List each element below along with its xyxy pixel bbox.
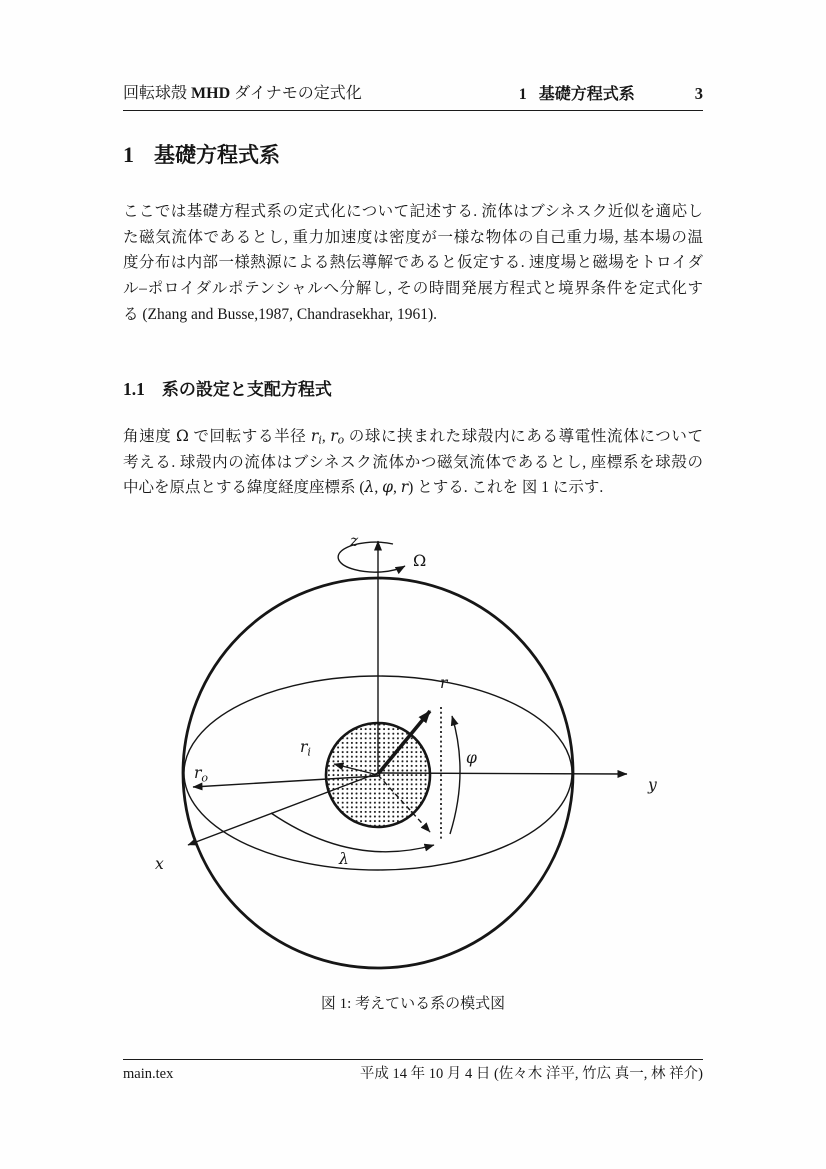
text-line (123, 450, 703, 476)
header-right (519, 84, 703, 105)
paragraph-2 (123, 424, 703, 501)
rotation-arrow (338, 542, 405, 572)
text-segment: r (400, 478, 409, 497)
subsection-number: 1.1 (123, 379, 145, 399)
text-segment: 中心を原点とする緯度経度座標系 ( (123, 479, 365, 497)
page-header (123, 84, 703, 105)
text-segment: Ω (175, 427, 189, 445)
text-segment: r (310, 427, 319, 445)
footer-date-authors: 平成 14 年 10 月 4 日 (佐々木 洋平, 竹広 真一, 林 祥介) (359, 1066, 703, 1082)
subsection-title: 系の設定と支配方程式 (161, 380, 332, 399)
figure-caption: 図 1: 考えている系の模式図 (320, 996, 506, 1012)
header-page-number: 3 (694, 84, 703, 103)
header-title (123, 84, 362, 105)
text-line: る (Zhang and Busse,1987, Chandrasekhar, 1961). (123, 305, 438, 323)
z-axis-label: z (350, 532, 359, 550)
header-section-title: 基礎方程式系 (538, 86, 635, 103)
figure-diagram (120, 516, 720, 981)
text-segment: r (330, 427, 338, 445)
text-line: 度分布は内部一様熱源による熱伝導解であると仮定する. 速度場と磁場をトロイダ (123, 254, 703, 272)
text-segment: 考える. 球殻内の流体はブシネスク流体かつ磁気流体であるとし, 座標系を球殻の (123, 453, 703, 471)
header-rule (123, 110, 703, 111)
text-segment: , (392, 479, 401, 497)
r-vector-label: r (440, 674, 448, 692)
y-axis-label: y (648, 776, 657, 794)
section-heading (123, 139, 280, 169)
text-segment: , (374, 479, 383, 497)
header-title-bold: MHD (191, 85, 231, 102)
footer-rule (123, 1059, 703, 1060)
y-axis-line (378, 773, 627, 774)
paragraph-1 (123, 199, 703, 327)
text-segment: , (321, 428, 331, 445)
omega-label: Ω (413, 551, 427, 570)
text-line (123, 424, 703, 450)
text-segment: λ (364, 478, 375, 497)
lambda-angle-label: λ (339, 850, 349, 868)
subsection-heading (123, 375, 332, 400)
text-segment: の球に挟まれた球殻内にある導電性流体について (344, 428, 703, 445)
text-line: た磁気流体であるとし, 重力加速度は密度が一様な物体の自己重力場, 基本場の温 (123, 228, 703, 246)
phi-angle-label: φ (466, 749, 477, 767)
outer-radius-label: $r_o$ (194, 764, 209, 785)
page-footer (123, 1064, 703, 1084)
x-axis-label: x (155, 855, 164, 873)
text-segment: φ (382, 478, 393, 497)
text-segment: o (337, 433, 345, 447)
inner-radius-label: $r_i$ (300, 738, 311, 759)
header-section-ref (519, 85, 635, 105)
text-segment: i (318, 433, 322, 447)
text-segment: ) とする. これを 図 1 に示す. (408, 479, 604, 497)
text-line: ここでは基礎方程式系の定式化について記述する. 流体はブシネスク近似を適応し (123, 203, 703, 220)
header-section-number: 1 (518, 86, 527, 103)
section-number: 1 (123, 142, 134, 167)
text-line: ル–ポロイダルポテンシャルへ分解し, その時間発展方程式と境界条件を定式化す (123, 280, 703, 298)
header-title-post: ダイナモの定式化 (230, 85, 362, 102)
text-line (123, 475, 703, 501)
section-title: 基礎方程式系 (154, 144, 280, 167)
footer-filename: main.tex (123, 1066, 174, 1082)
header-title-pre: 回転球殻 (123, 85, 192, 102)
phi-angle-arc (450, 716, 460, 834)
text-segment: で回転する半径 (188, 428, 311, 445)
text-segment: 角速度 (123, 428, 176, 445)
